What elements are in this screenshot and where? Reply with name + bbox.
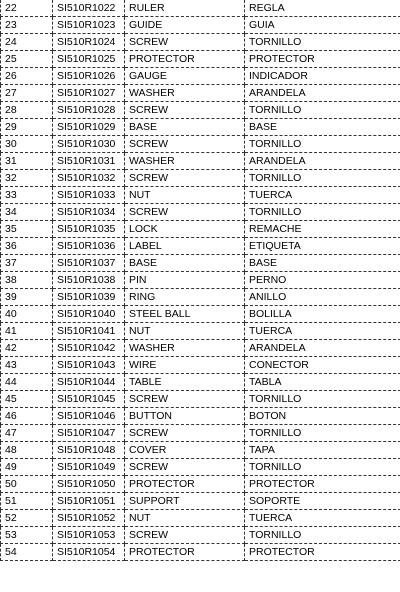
part-name-english-cell: BUTTON [125,408,245,425]
part-number-cell: 47 [1,425,53,442]
part-code-cell: SI510R1031 [53,153,125,170]
table-row [1,136,400,153]
table-row [1,408,400,425]
part-number-cell: 26 [1,68,53,85]
part-number-cell: 22 [1,0,53,17]
part-code-cell: SI510R1024 [53,34,125,51]
part-code-cell: SI510R1041 [53,323,125,340]
table-row [1,425,400,442]
part-name-english-cell: WASHER [125,153,245,170]
part-code-cell: SI510R1034 [53,204,125,221]
part-code-cell: SI510R1053 [53,527,125,544]
part-name-english-cell: RING [125,289,245,306]
part-number-cell: 25 [1,51,53,68]
part-name-english-cell: GUIDE [125,17,245,34]
part-name-spanish-cell: TUERCA [245,510,400,527]
part-name-english-cell: WASHER [125,340,245,357]
part-code-cell: SI510R1038 [53,272,125,289]
part-name-spanish-cell: TAPA [245,442,400,459]
part-name-english-cell: SCREW [125,527,245,544]
part-name-spanish-cell: INDICADOR [245,68,400,85]
parts-table-body [1,0,400,561]
table-row [1,119,400,136]
part-name-english-cell: SCREW [125,391,245,408]
part-number-cell: 29 [1,119,53,136]
part-code-cell: SI510R1048 [53,442,125,459]
part-name-spanish-cell: TORNILLO [245,34,400,51]
part-number-cell: 50 [1,476,53,493]
part-name-english-cell: SCREW [125,425,245,442]
part-code-cell: SI510R1046 [53,408,125,425]
table-row [1,187,400,204]
part-number-cell: 44 [1,374,53,391]
part-code-cell: SI510R1040 [53,306,125,323]
part-name-english-cell: STEEL BALL [125,306,245,323]
part-code-cell: SI510R1039 [53,289,125,306]
part-number-cell: 54 [1,544,53,561]
table-row [1,17,400,34]
part-name-english-cell: COVER [125,442,245,459]
part-code-cell: SI510R1042 [53,340,125,357]
part-number-cell: 35 [1,221,53,238]
table-row [1,493,400,510]
part-code-cell: SI510R1027 [53,85,125,102]
part-name-english-cell: PROTECTOR [125,476,245,493]
table-row [1,51,400,68]
part-name-spanish-cell: TORNILLO [245,391,400,408]
table-row [1,289,400,306]
part-name-spanish-cell: ARANDELA [245,340,400,357]
part-code-cell: SI510R1035 [53,221,125,238]
part-name-spanish-cell: CONECTOR [245,357,400,374]
part-name-spanish-cell: TORNILLO [245,102,400,119]
table-row [1,238,400,255]
part-name-spanish-cell: PERNO [245,272,400,289]
table-row [1,204,400,221]
part-name-english-cell: RULER [125,0,245,17]
part-number-cell: 42 [1,340,53,357]
part-name-spanish-cell: TORNILLO [245,527,400,544]
table-row [1,68,400,85]
table-row [1,102,400,119]
part-number-cell: 37 [1,255,53,272]
part-name-english-cell: SCREW [125,136,245,153]
table-row [1,527,400,544]
part-code-cell: SI510R1047 [53,425,125,442]
part-name-spanish-cell: TORNILLO [245,459,400,476]
part-number-cell: 43 [1,357,53,374]
part-name-english-cell: BASE [125,255,245,272]
table-row [1,340,400,357]
part-name-english-cell: SCREW [125,102,245,119]
table-row [1,476,400,493]
part-code-cell: SI510R1037 [53,255,125,272]
part-name-english-cell: NUT [125,323,245,340]
table-row [1,510,400,527]
part-name-spanish-cell: GUIA [245,17,400,34]
part-code-cell: SI510R1032 [53,170,125,187]
part-code-cell: SI510R1043 [53,357,125,374]
part-name-spanish-cell: ARANDELA [245,153,400,170]
part-number-cell: 31 [1,153,53,170]
part-number-cell: 28 [1,102,53,119]
table-row [1,544,400,561]
part-name-spanish-cell: REMACHE [245,221,400,238]
part-name-english-cell: SUPPORT [125,493,245,510]
part-code-cell: SI510R1051 [53,493,125,510]
part-number-cell: 32 [1,170,53,187]
part-name-english-cell: LOCK [125,221,245,238]
part-name-spanish-cell: BOLILLA [245,306,400,323]
part-code-cell: SI510R1052 [53,510,125,527]
part-name-spanish-cell: TORNILLO [245,136,400,153]
part-name-spanish-cell: PROTECTOR [245,51,400,68]
table-row [1,374,400,391]
part-number-cell: 41 [1,323,53,340]
part-name-english-cell: BASE [125,119,245,136]
part-number-cell: 23 [1,17,53,34]
part-number-cell: 53 [1,527,53,544]
part-code-cell: SI510R1036 [53,238,125,255]
part-name-english-cell: GAUGE [125,68,245,85]
table-row [1,85,400,102]
part-number-cell: 30 [1,136,53,153]
table-row [1,34,400,51]
part-number-cell: 51 [1,493,53,510]
part-name-spanish-cell: BOTON [245,408,400,425]
table-row [1,391,400,408]
part-name-spanish-cell: TORNILLO [245,170,400,187]
part-number-cell: 46 [1,408,53,425]
part-code-cell: SI510R1033 [53,187,125,204]
table-row [1,306,400,323]
part-number-cell: 48 [1,442,53,459]
part-code-cell: SI510R1028 [53,102,125,119]
part-name-english-cell: WASHER [125,85,245,102]
part-name-spanish-cell: PROTECTOR [245,544,400,561]
part-name-spanish-cell: PROTECTOR [245,476,400,493]
part-name-spanish-cell: TORNILLO [245,204,400,221]
part-name-spanish-cell: BASE [245,255,400,272]
part-number-cell: 45 [1,391,53,408]
part-name-spanish-cell: TUERCA [245,187,400,204]
part-number-cell: 52 [1,510,53,527]
part-code-cell: SI510R1054 [53,544,125,561]
part-number-cell: 39 [1,289,53,306]
table-row [1,0,400,17]
part-name-english-cell: SCREW [125,170,245,187]
table-row [1,323,400,340]
part-name-spanish-cell: BASE [245,119,400,136]
part-code-cell: SI510R1029 [53,119,125,136]
part-number-cell: 34 [1,204,53,221]
table-row [1,442,400,459]
part-code-cell: SI510R1023 [53,17,125,34]
part-name-spanish-cell: ETIQUETA [245,238,400,255]
part-number-cell: 40 [1,306,53,323]
part-name-english-cell: LABEL [125,238,245,255]
table-row [1,170,400,187]
part-code-cell: SI510R1030 [53,136,125,153]
part-name-spanish-cell: TUERCA [245,323,400,340]
part-name-spanish-cell: REGLA [245,0,400,17]
part-name-spanish-cell: SOPORTE [245,493,400,510]
part-code-cell: SI510R1045 [53,391,125,408]
part-code-cell: SI510R1025 [53,51,125,68]
part-number-cell: 33 [1,187,53,204]
part-name-english-cell: TABLE [125,374,245,391]
part-name-english-cell: SCREW [125,204,245,221]
table-row [1,357,400,374]
part-name-english-cell: PROTECTOR [125,544,245,561]
part-name-english-cell: PIN [125,272,245,289]
table-row [1,221,400,238]
table-row [1,272,400,289]
part-code-cell: SI510R1026 [53,68,125,85]
part-number-cell: 36 [1,238,53,255]
part-name-english-cell: NUT [125,187,245,204]
part-code-cell: SI510R1022 [53,0,125,17]
table-row [1,459,400,476]
part-name-english-cell: WIRE [125,357,245,374]
part-code-cell: SI510R1049 [53,459,125,476]
part-name-english-cell: PROTECTOR [125,51,245,68]
part-name-english-cell: NUT [125,510,245,527]
part-number-cell: 38 [1,272,53,289]
part-name-english-cell: SCREW [125,34,245,51]
part-code-cell: SI510R1050 [53,476,125,493]
part-name-spanish-cell: ANILLO [245,289,400,306]
part-number-cell: 49 [1,459,53,476]
part-number-cell: 24 [1,34,53,51]
table-row [1,153,400,170]
part-number-cell: 27 [1,85,53,102]
part-code-cell: SI510R1044 [53,374,125,391]
table-row [1,255,400,272]
part-name-spanish-cell: TORNILLO [245,425,400,442]
part-name-english-cell: SCREW [125,459,245,476]
part-name-spanish-cell: ARANDELA [245,85,400,102]
part-name-spanish-cell: TABLA [245,374,400,391]
